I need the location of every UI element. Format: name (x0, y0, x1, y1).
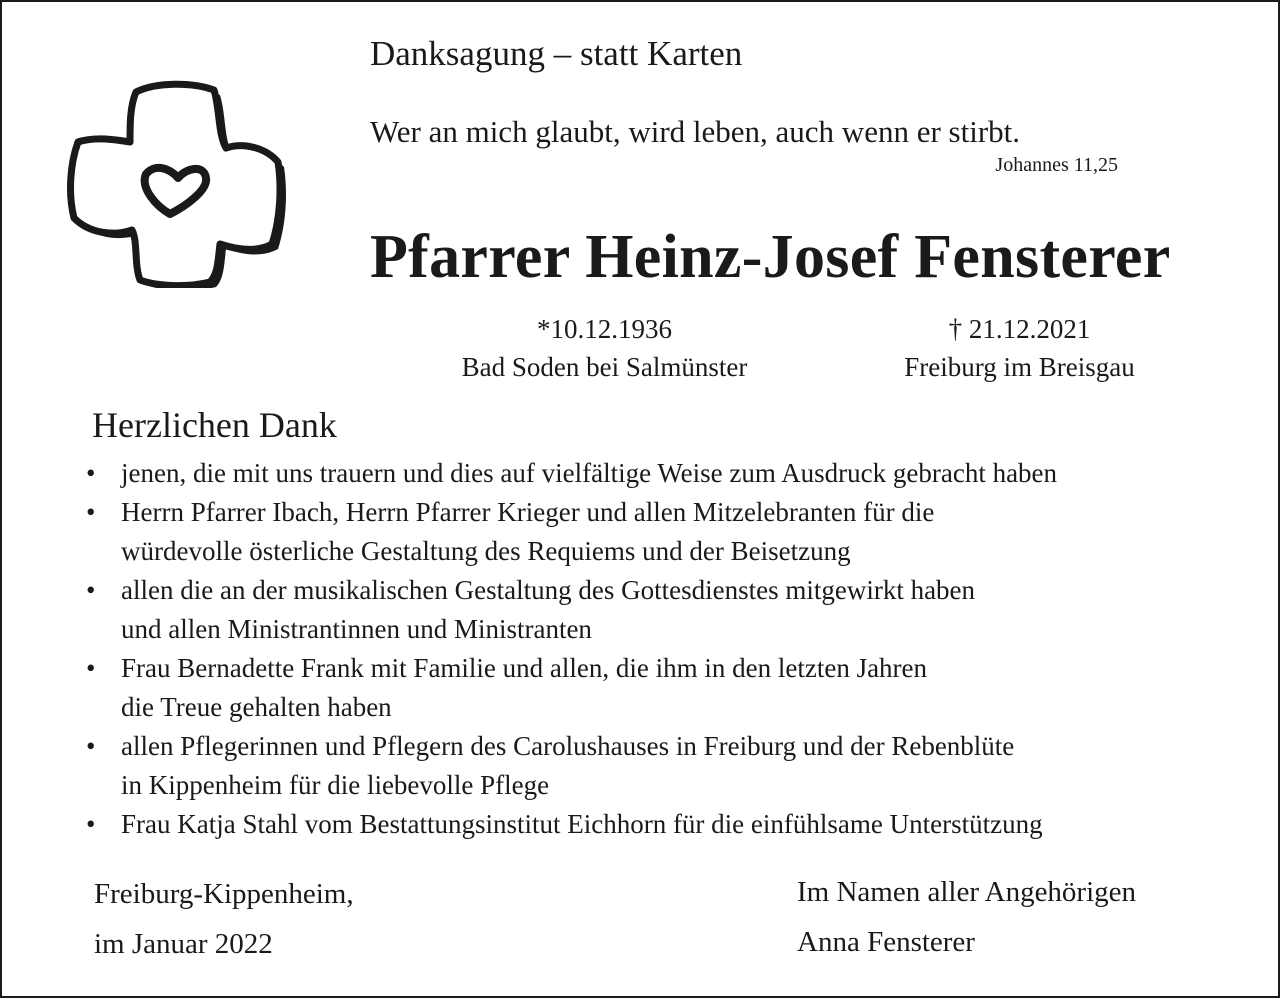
signer-name: Anna Fensterer (797, 926, 975, 958)
list-item-text: allen die an der musikalischen Gestaltung des Gottesdienstes mitgewirkt haben und allen Ministrantinnen und Ministranten (121, 575, 976, 644)
birth-info (432, 310, 777, 386)
list-item (84, 454, 1057, 493)
deceased-name: Pfarrer Heinz-Josef Fensterer (370, 223, 1171, 291)
birth-date: *10.12.1936 (537, 314, 672, 344)
thanks-list (84, 454, 1057, 844)
list-item-text: allen Pflegerinnen und Pflegern des Carolushauses in Freiburg und der Rebenblüte in Kippenheim für die liebevolle Pflege (121, 731, 1015, 800)
death-info (877, 310, 1162, 386)
bullet-icon: • (86, 575, 96, 605)
list-item (84, 649, 1057, 727)
bible-quote: Wer an mich glaubt, wird leben, auch wenn er stirbt. (370, 114, 1021, 149)
list-item (84, 493, 1057, 571)
list-item-text: Frau Katja Stahl vom Bestattungsinstitut Eichhorn für die einfühlsame Unterstützung (121, 809, 1043, 839)
bullet-icon: • (86, 731, 96, 761)
quote-reference: Johannes 11,25 (995, 154, 1118, 176)
death-date: † 21.12.2021 (948, 314, 1091, 344)
list-item (84, 571, 1057, 649)
cross-with-heart-icon (60, 78, 290, 288)
list-item-text: jenen, die mit uns trauern und dies auf vielfältige Weise zum Ausdruck gebracht haben (121, 458, 1058, 488)
death-place: Freiburg im Breisgau (904, 352, 1135, 382)
footer-date: im Januar 2022 (94, 928, 273, 960)
list-item (84, 805, 1057, 844)
footer-place: Freiburg-Kippenheim, (94, 878, 354, 910)
thanks-title: Herzlichen Dank (92, 405, 337, 445)
bullet-icon: • (86, 653, 96, 683)
bullet-icon: • (86, 497, 96, 527)
on-behalf-line: Im Namen aller Angehörigen (797, 876, 1137, 908)
notice-heading: Danksagung – statt Karten (370, 34, 743, 73)
birth-place: Bad Soden bei Salmünster (461, 352, 748, 382)
list-item-text: Herrn Pfarrer Ibach, Herrn Pfarrer Krieger und allen Mitzelebranten für die würdevolle österliche Gestaltung des Requiems und der Beisetzung (121, 497, 935, 566)
list-item-text: Frau Bernadette Frank mit Familie und allen, die ihm in den letzten Jahren die Treue gehalten haben (121, 653, 928, 722)
bullet-icon: • (86, 458, 96, 488)
list-item (84, 727, 1057, 805)
bullet-icon: • (86, 809, 96, 839)
